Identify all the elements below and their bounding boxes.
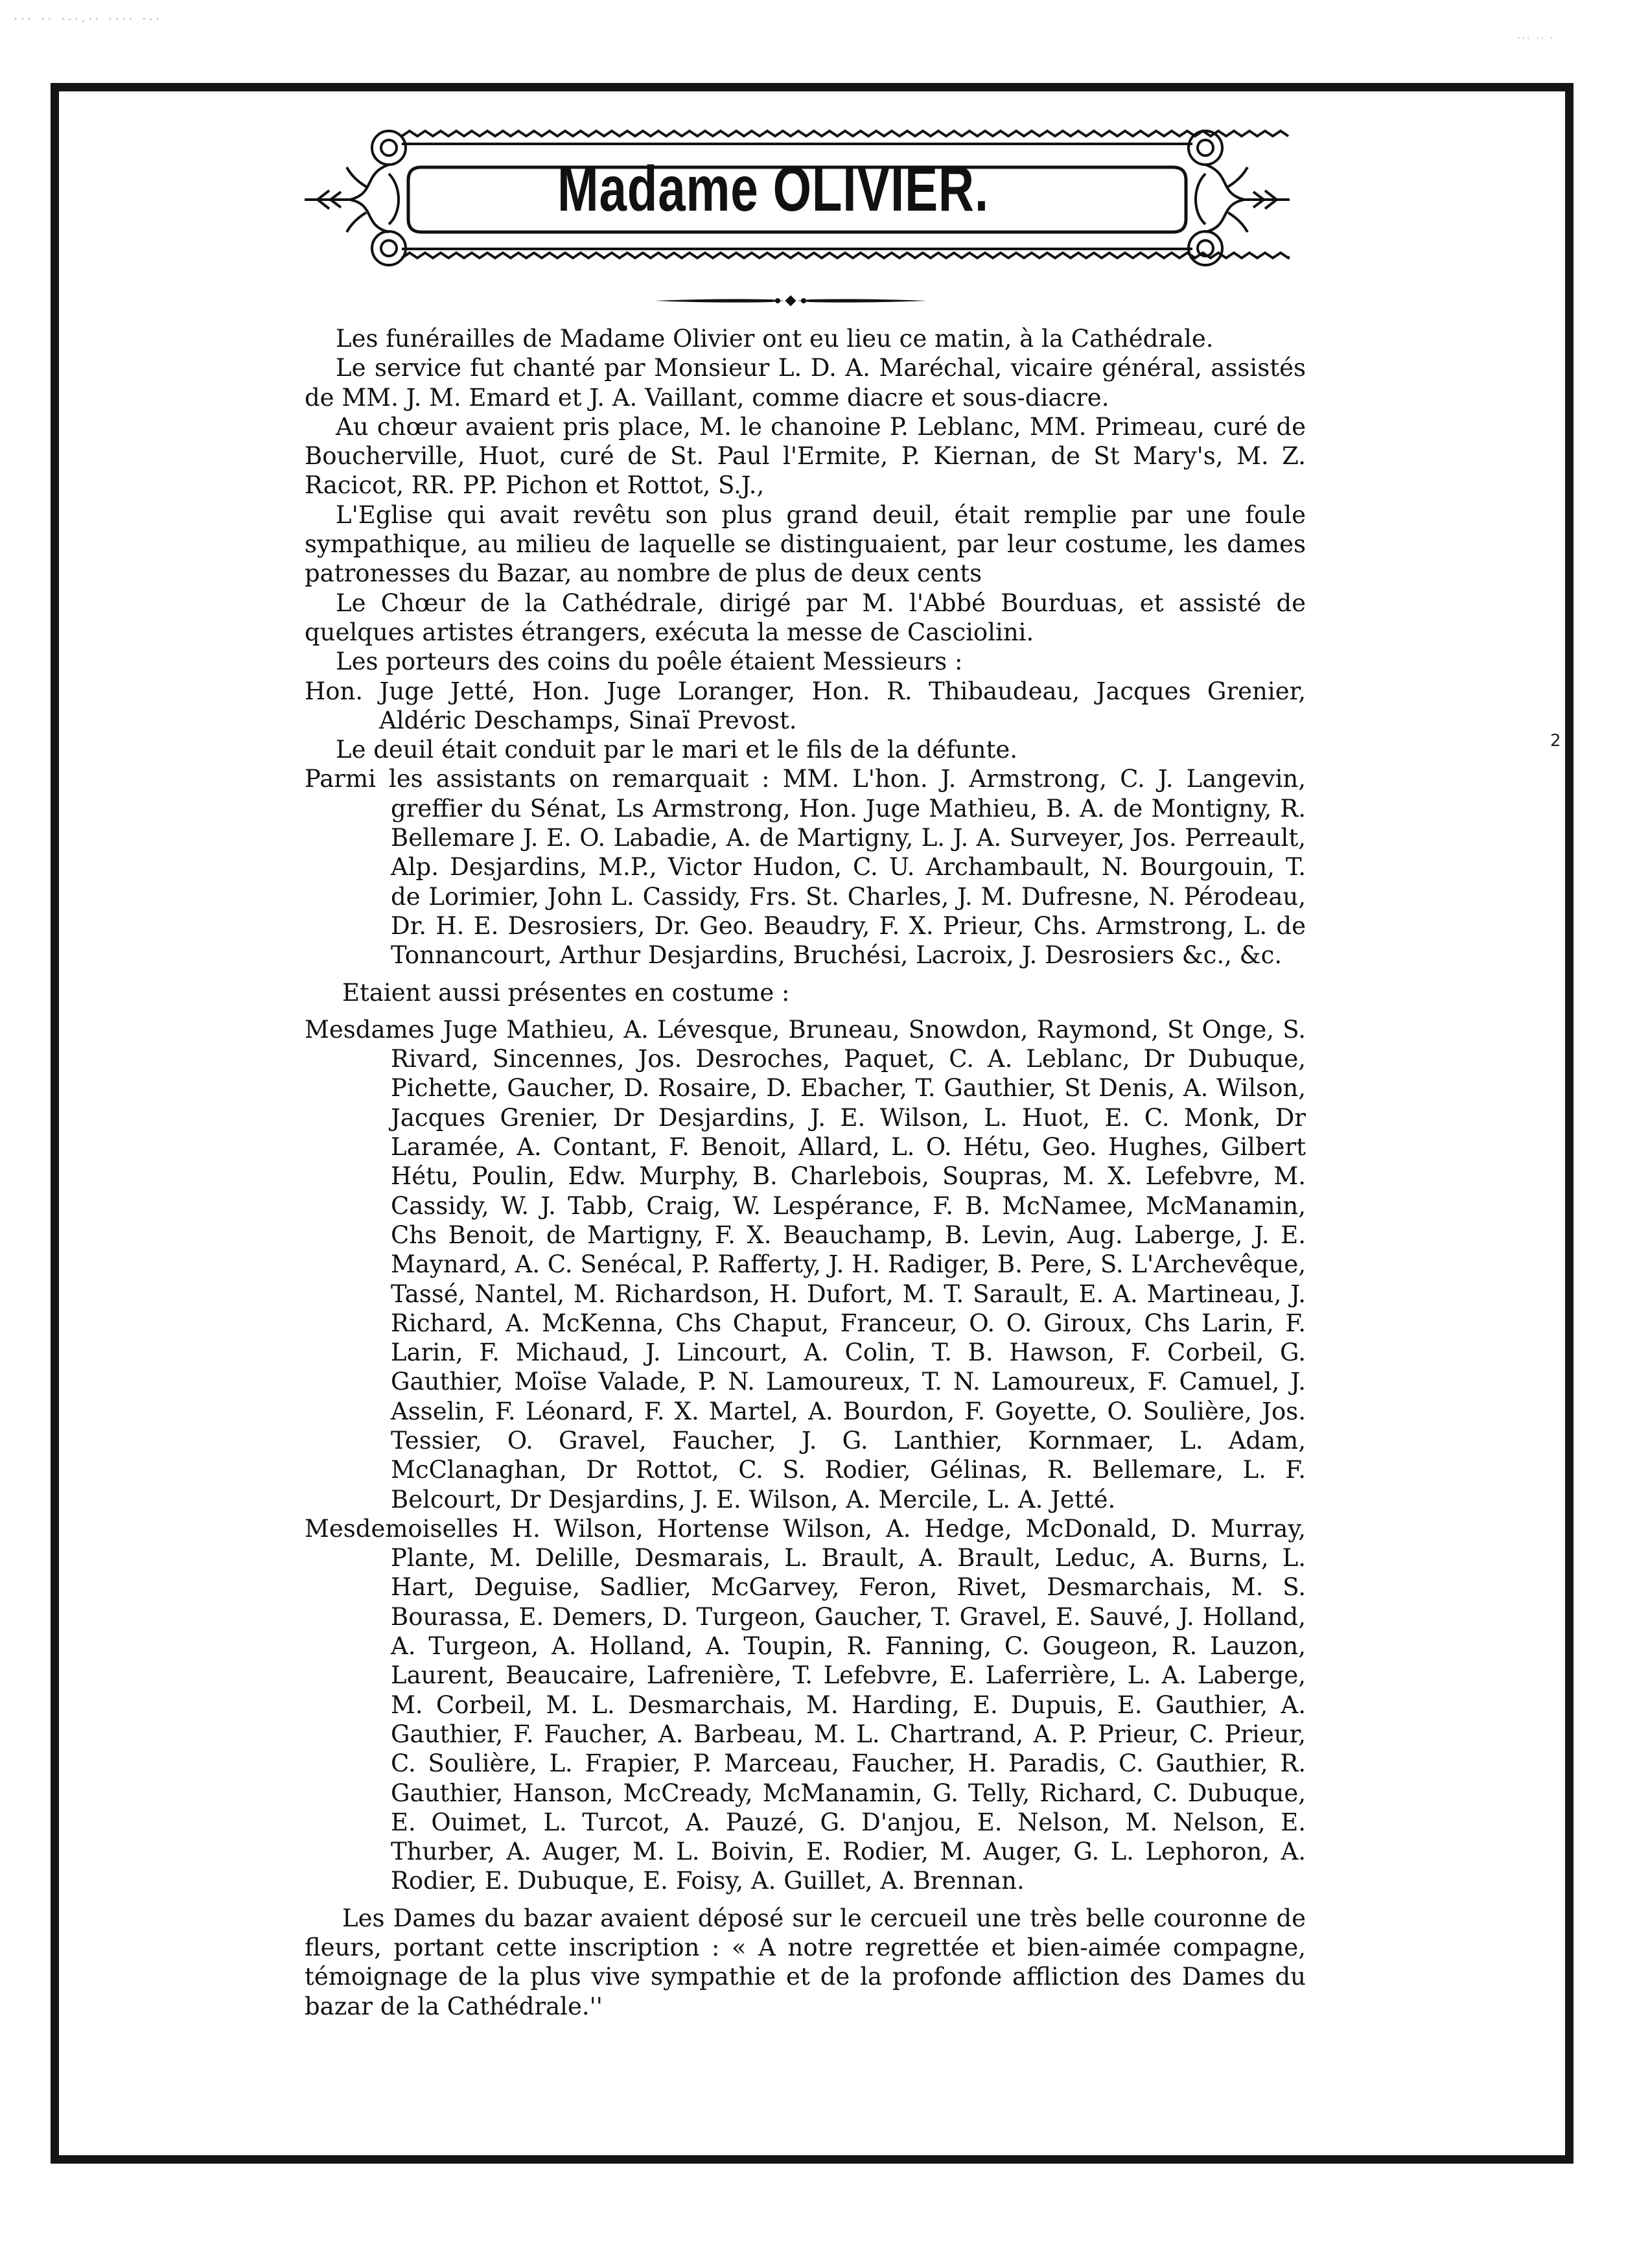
article-paragraph: Le deuil était conduit par le mari et le fils de la défunte. (336, 736, 1018, 764)
title-divider-icon (655, 293, 927, 309)
article-paragraph: Les funérailles de Madame Olivier ont eu lieu ce matin, à la Cathédrale. (336, 325, 1214, 353)
closing-paragraph: Les Dames du bazar avaient déposé sur le cercueil une très belle couronne de fleurs, portant cette inscription : « A notre regrettée et bien-aimée compagne, témoignage de la plus vive sympathie et de la profonde affliction des Dames du bazar de la Cathédrale.'' (305, 1904, 1306, 2020)
edge-mark: 2 (1550, 731, 1561, 751)
article-paragraph: L'Eglise qui avait revêtu son plus grand deuil, était remplie par une foule sympathique, au milieu de laquelle se distinguaient, par leur costume, les dames patronesses du Bazar, au nombre de plus de deux cents (305, 500, 1306, 588)
page-title: Madame OLIVIER. (557, 153, 989, 224)
article-body (305, 324, 1306, 2021)
article-paragraph: Le service fut chanté par Monsieur L. D. A. Maréchal, vicaire général, assistés de MM. J. M. Emard et J. A. Vaillant, comme diacre et sous-diacre. (305, 354, 1306, 412)
scan-mark-top-left: ··· ·· ·-·.·· ···· ·-· (13, 14, 162, 25)
article-paragraph: Au chœur avaient pris place, M. le chanoine P. Leblanc, MM. Primeau, curé de Boucherville, Huot, curé de St. Paul l'Ermite, P. Kiernan, de St Mary's, M. Z. Racicot, RR. PP. Pichon et Rottot, S.J., (305, 412, 1306, 500)
mesdemoiselles-list: Mesdemoiselles H. Wilson, Hortense Wilson, A. Hedge, McDonald, D. Murray, Plante, M. Delille, Desmarais, L. Brault, A. Brault, Leduc, A. Burns, L. Hart, Deguise, Sadlier, McGarvey, Feron, Rivet, Desmarchais, M. S. Bourassa, E. Demers, D. Turgeon, Gaucher, T. Gravel, E. Sauvé, J. Holland, A. Turgeon, A. Holland, A. Toupin, R. Fanning, C. Gougeon, R. Lauzon, Laurent, Beaucaire, Lafrenière, T. Lefebvre, E. Laferrière, L. A. Laberge, M. Corbeil, M. L. Desmarchais, M. Harding, E. Dupuis, E. Gauthier, A. Gauthier, F. Faucher, A. Barbeau, M. L. Chartrand, A. P. Prieur, C. Prieur, C. Soulière, L. Frapier, P. Marceau, Faucher, H. Paradis, C. Gauthier, R. Gauthier, Hanson, McCready, McManamin, G. Telly, Richard, C. Dubuque, E. Ouimet, L. Turcot, A. Pauzé, G. D'anjou, E. Nelson, M. Nelson, E. Thurber, A. Auger, M. L. Boivin, E. Rodier, M. Auger, G. L. Lephoron, A. Rodier, E. Dubuque, E. Foisy, A. Guillet, A. Brennan. (305, 1514, 1306, 1895)
scan-mark-top-right: ··· ·· · (1516, 34, 1554, 43)
pallbearers-list: Hon. Juge Jetté, Hon. Juge Loranger, Hon. R. Thibaudeau, Jacques Grenier, Aldéric Deschamps, Sinaï Prevost. (305, 677, 1306, 734)
article-paragraph: Le Chœur de la Cathédrale, dirigé par M. l'Abbé Bourduas, et assisté de quelques artistes étrangers, exécuta la messe de Casciolini. (305, 589, 1306, 646)
mesdames-list: Mesdames Juge Mathieu, A. Lévesque, Bruneau, Snowdon, Raymond, St Onge, S. Rivard, Sincennes, Jos. Desroches, Paquet, C. A. Leblanc, Dr Dubuque, Pichette, Gaucher, D. Rosaire, D. Ebacher, T. Gauthier, St Denis, A. Wilson, Jacques Grenier, Dr Desjardins, J. E. Wilson, L. Huot, E. C. Monk, Dr Laramée, A. Contant, F. Benoit, Allard, L. O. Hétu, Geo. Hughes, Gilbert Hétu, Poulin, Edw. Murphy, B. Charlebois, Soupras, M. X. Lefebvre, M. Cassidy, W. J. Tabb, Craig, W. Lespérance, F. B. McNamee, McManamin, Chs Benoit, de Martigny, F. X. Beauchamp, B. Levin, Aug. Laberge, J. E. Maynard, A. C. Senécal, P. Rafferty, J. H. Radiger, B. Pere, S. L'Archevêque, Tassé, Nantel, M. Richardson, H. Dufort, M. T. Sarault, E. A. Martineau, J. Richard, A. McKenna, Chs Chaput, Franceur, O. O. Giroux, Chs Larin, F. Larin, F. Michaud, J. Lincourt, A. Colin, T. B. Hawson, F. Corbeil, G. Gauthier, Moïse Valade, P. N. Lamoureux, T. N. Lamoureux, F. Camuel, J. Asselin, F. Léonard, F. X. Martel, A. Bourdon, F. Goyette, O. Soulière, Jos. Tessier, O. Gravel, Faucher, J. G. Lanthier, Kornmaer, L. Adam, McClanaghan, Dr Rottot, C. S. Rodier, Gélinas, R. Bellemare, L. F. Belcourt, Dr Desjardins, J. E. Wilson, A. Mercile, L. A. Jetté. (305, 1015, 1306, 1514)
article-paragraph: Les porteurs des coins du poêle étaient Messieurs : (336, 648, 963, 676)
article-paragraph: Etaient aussi présentes en costume : (342, 978, 790, 1007)
attendees-list: Parmi les assistants on remarquait : MM. L'hon. J. Armstrong, C. J. Langevin, greffier du Sénat, Ls Armstrong, Hon. Juge Mathieu, B. A. de Montigny, R. Bellemare J. E. O. Labadie, A. de Martigny, L. J. A. Surveyer, Jos. Perreault, Alp. Desjardins, M.P., Victor Hudon, C. U. Archambault, N. Bourgouin, T. de Lorimier, John L. Cassidy, Frs. St. Charles, J. M. Dufresne, N. Pérodeau, Dr. H. E. Desrosiers, Dr. Geo. Beaudry, F. X. Prieur, Chs. Armstrong, L. de Tonnancourt, Arthur Desjardins, Bruchési, Lacroix, J. Desrosiers &c., &c. (305, 765, 1306, 970)
